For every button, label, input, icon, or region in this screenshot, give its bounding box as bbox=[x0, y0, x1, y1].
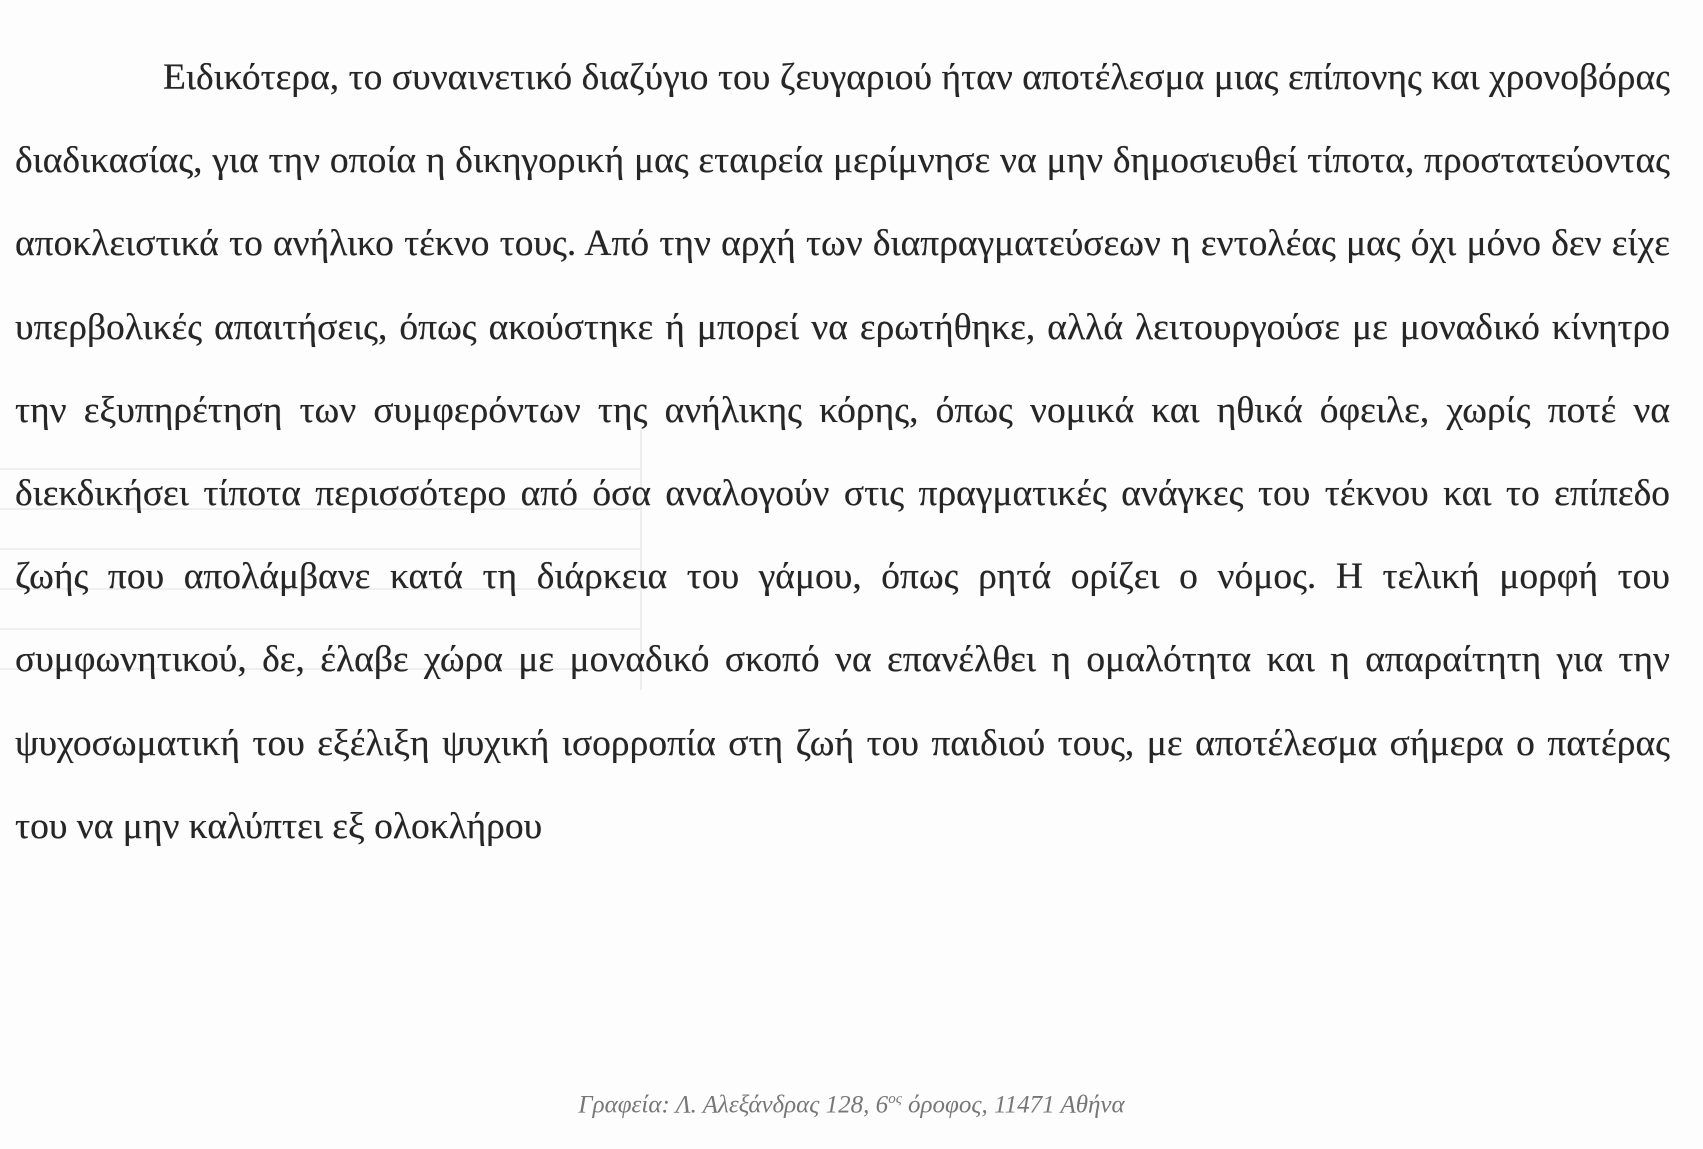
footer-address bbox=[0, 1082, 1703, 1122]
body-paragraph: Ειδικότερα, το συναινετικό διαζύγιο του ζευγαριού ήταν αποτέλεσμα μιας επίπονης και χρονοβόρας διαδικασίας, για την οποία η δικηγορική μας εταιρεία μερίμνησε να μην δημοσιευθεί τίποτα, προστατεύοντας αποκλειστικά το ανήλικο τέκνο τους. Από την αρχή των διαπραγματεύσεων η εντολέας μας όχι μόνο δεν είχε υπερβολικές απαιτήσεις, όπως ακούστηκε ή μπορεί να ερωτήθηκε, αλλά λειτουργούσε με μοναδικό κίνητρο την εξυπηρέτηση των συμφερόντων της ανήλικης κόρης, όπως νομικά και ηθικά όφειλε, χωρίς ποτέ να διεκδικήσει τίποτα περισσότερο από όσα αναλογούν στις πραγματικές ανάγκες του τέκνου και το επίπεδο ζωής που απολάμβανε κατά τη διάρκεια του γάμου, όπως ρητά ορίζει ο νόμος. Η τελική μορφή του συμφωνητικού, δε, έλαβε χώρα με μοναδικό σκοπό να επανέλθει η ομαλότητα και η απαραίτητη για την ψυχοσωματική του εξέλιξη ψυχική ισορροπία στη ζωή του παιδιού τους, με αποτέλεσμα σήμερα ο πατέρας του να μην καλύπτει εξ ολοκλήρου bbox=[15, 57, 1670, 847]
footer-address-rest: όροφος, 11471 Αθήνα bbox=[901, 1091, 1125, 1119]
footer-address-text: Γραφεία: Λ. Αλεξάνδρας 128, 6 bbox=[578, 1091, 889, 1119]
footer-floor-superscript: ος bbox=[888, 1091, 902, 1107]
